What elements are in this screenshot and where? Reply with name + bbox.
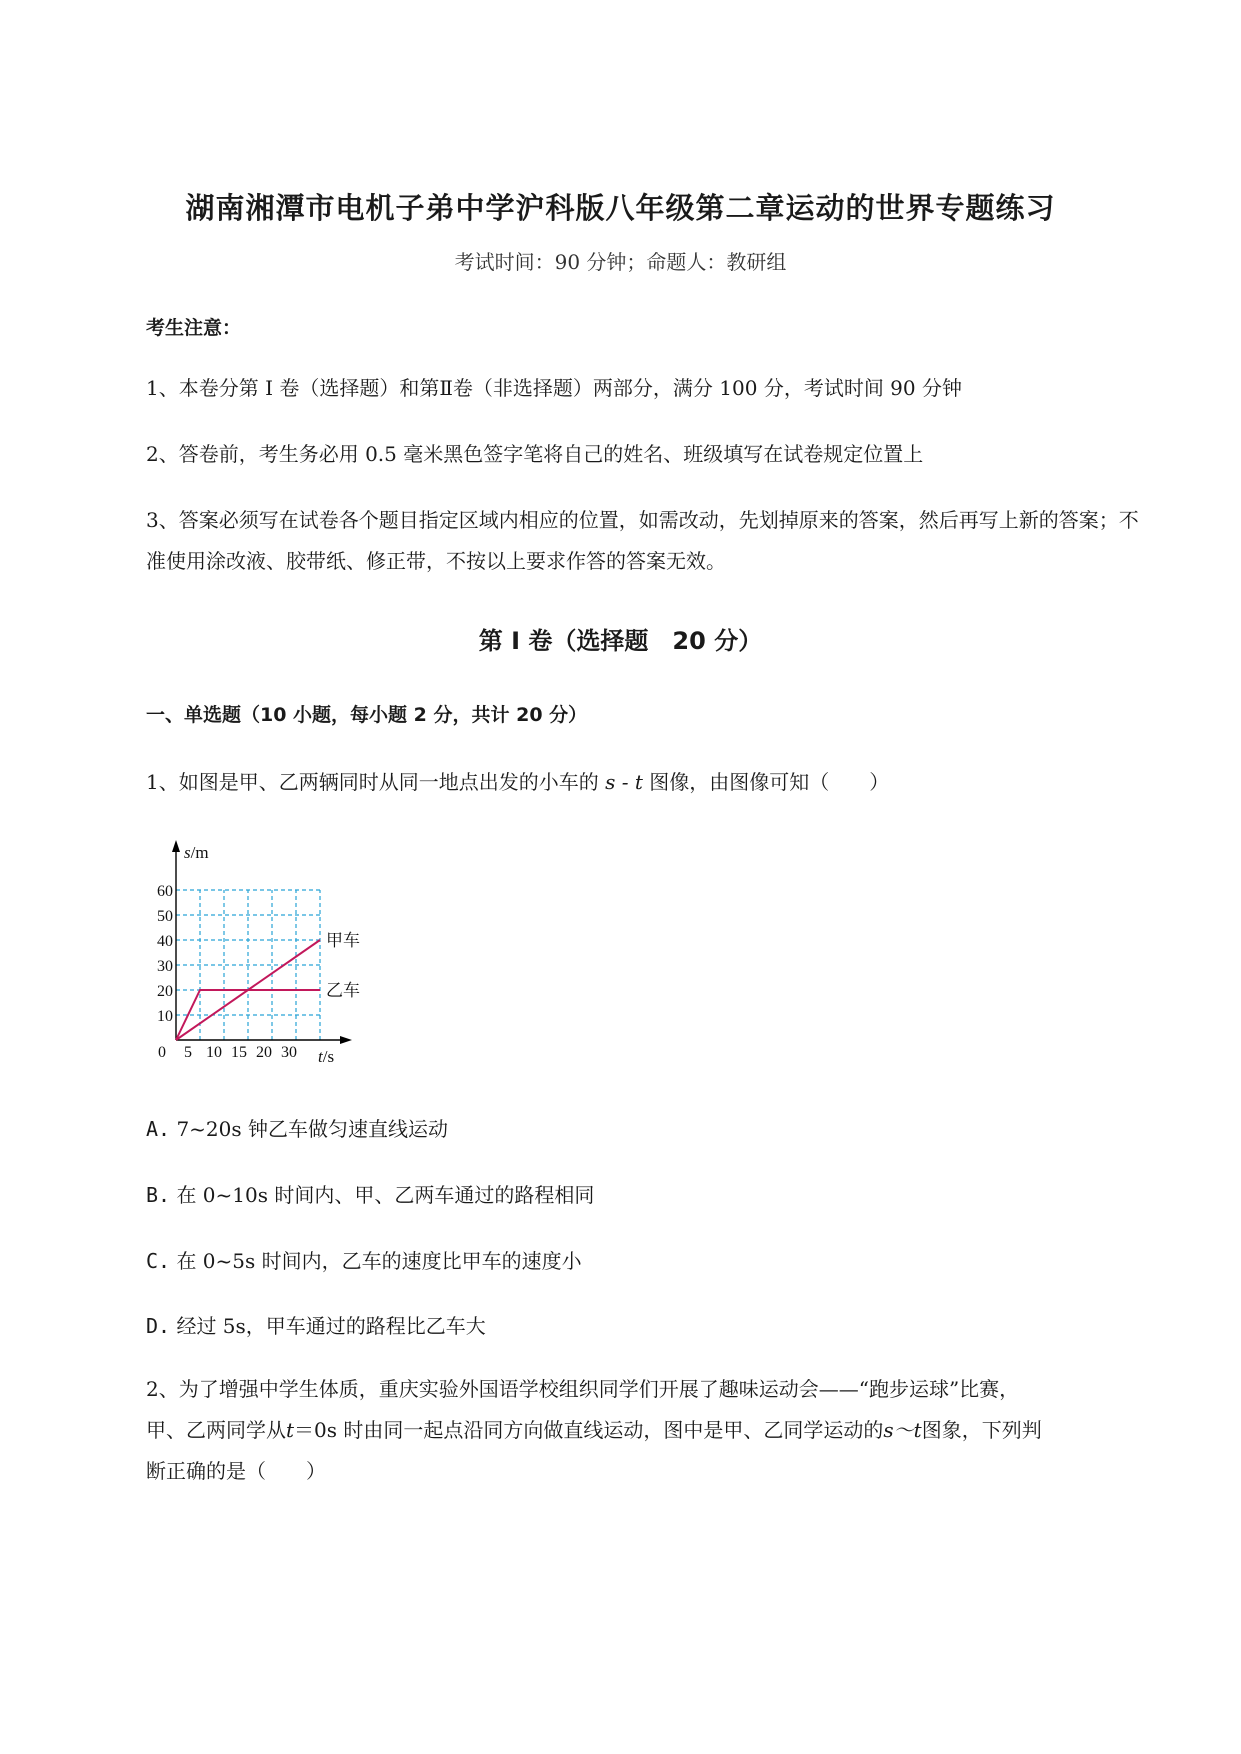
y-tick-label: 60 [157,883,173,900]
x-tick-label: 5 [184,1044,192,1061]
question-2-line-2-c: 图象，下列判 [921,1418,1042,1442]
x-axis-arrow [340,1036,352,1044]
option-c-letter: C. [146,1249,171,1273]
option-b[interactable] [146,1180,594,1210]
x-tick-label: 20 [256,1044,272,1061]
question-1-var: s - t [605,770,643,794]
notice-item-1: 1、本卷分第 I 卷（选择题）和第Ⅱ卷（非选择题）两部分，满分 100 分，考试时间 90 分钟 [146,376,962,400]
question-2 [146,1369,1186,1492]
st-graph [150,838,400,1078]
question-2-line-1: 2、为了增强中学生体质，重庆实验外国语学校组织同学们开展了趣味运动会——“跑步运球”比赛， [146,1377,1020,1401]
y-tick-label: 20 [157,983,173,1000]
graph-grid [176,890,320,1040]
question-1 [146,762,1186,803]
series-label-2: 乙车 [326,981,360,1001]
option-d[interactable] [146,1311,486,1341]
option-b-text: 在 0~10s 时间内、甲、乙两车通过的路程相同 [176,1183,595,1207]
x-tick-label: 0 [158,1044,166,1061]
option-b-letter: B. [146,1183,171,1207]
option-a-text: 7~20s 钟乙车做匀速直线运动 [176,1117,449,1141]
option-d-text: 经过 5s，甲车通过的路程比乙车大 [176,1314,486,1338]
question-1-prefix: 1、如图是甲、乙两辆同时从同一地点出发的小车的 [146,770,599,794]
exam-info: 考试时间：90 分钟；命题人：教研组 [454,250,787,274]
x-tick-label: 30 [281,1044,297,1061]
option-c-text: 在 0~5s 时间内，乙车的速度比甲车的速度小 [176,1249,582,1273]
y-tick-label: 40 [157,933,173,950]
y-axis-arrow [172,840,180,852]
y-axis-label: s/m [184,843,209,862]
question-2-line-3: 断正确的是（ ） [146,1459,326,1483]
notice-item-2: 2、答卷前，考生务必用 0.5 毫米黑色签字笔将自己的姓名、班级填写在试卷规定位置上 [146,442,924,466]
x-tick-label: 10 [206,1044,222,1061]
section-subtitle: 一、单选题（10 小题，每小题 2 分，共计 20 分） [146,704,588,726]
x-tick-label: 15 [231,1044,247,1061]
option-a-letter: A. [146,1117,171,1141]
question-2-line-2-b: ＝0s 时由同一起点沿同方向做直线运动，图中是甲、乙同学运动的 [294,1418,884,1442]
option-a[interactable] [146,1114,448,1144]
page-title: 湖南湘潭市电机子弟中学沪科版八年级第二章运动的世界专题练习 [185,191,1056,225]
series-label-1: 甲车 [326,931,360,951]
notice-heading: 考生注意： [146,317,242,339]
graph-axes [172,840,352,1044]
y-tick-label: 30 [157,958,173,975]
notice-item-3: 3、答案必须写在试卷各个题目指定区域内相应的位置，如需改动，先划掉原来的答案，然后再写上新的答案；不准使用涂改液、胶带纸、修正带，不按以上要求作答的答案无效。 [146,508,1139,573]
question-1-suffix: 图像，由图像可知（ ） [649,770,890,794]
question-2-line-2 [146,1410,1186,1451]
y-tick-label: 10 [157,1008,173,1025]
x-axis-label: t/s [318,1047,335,1066]
question-2-t: t [286,1418,295,1442]
section-title: 第 I 卷（选择题 20 分） [478,627,763,655]
option-c[interactable] [146,1246,582,1276]
option-d-letter: D. [146,1314,171,1338]
question-2-st: s～t [883,1418,922,1442]
question-2-line-2-a: 甲、乙两同学从 [146,1418,286,1442]
y-tick-label: 50 [157,908,173,925]
